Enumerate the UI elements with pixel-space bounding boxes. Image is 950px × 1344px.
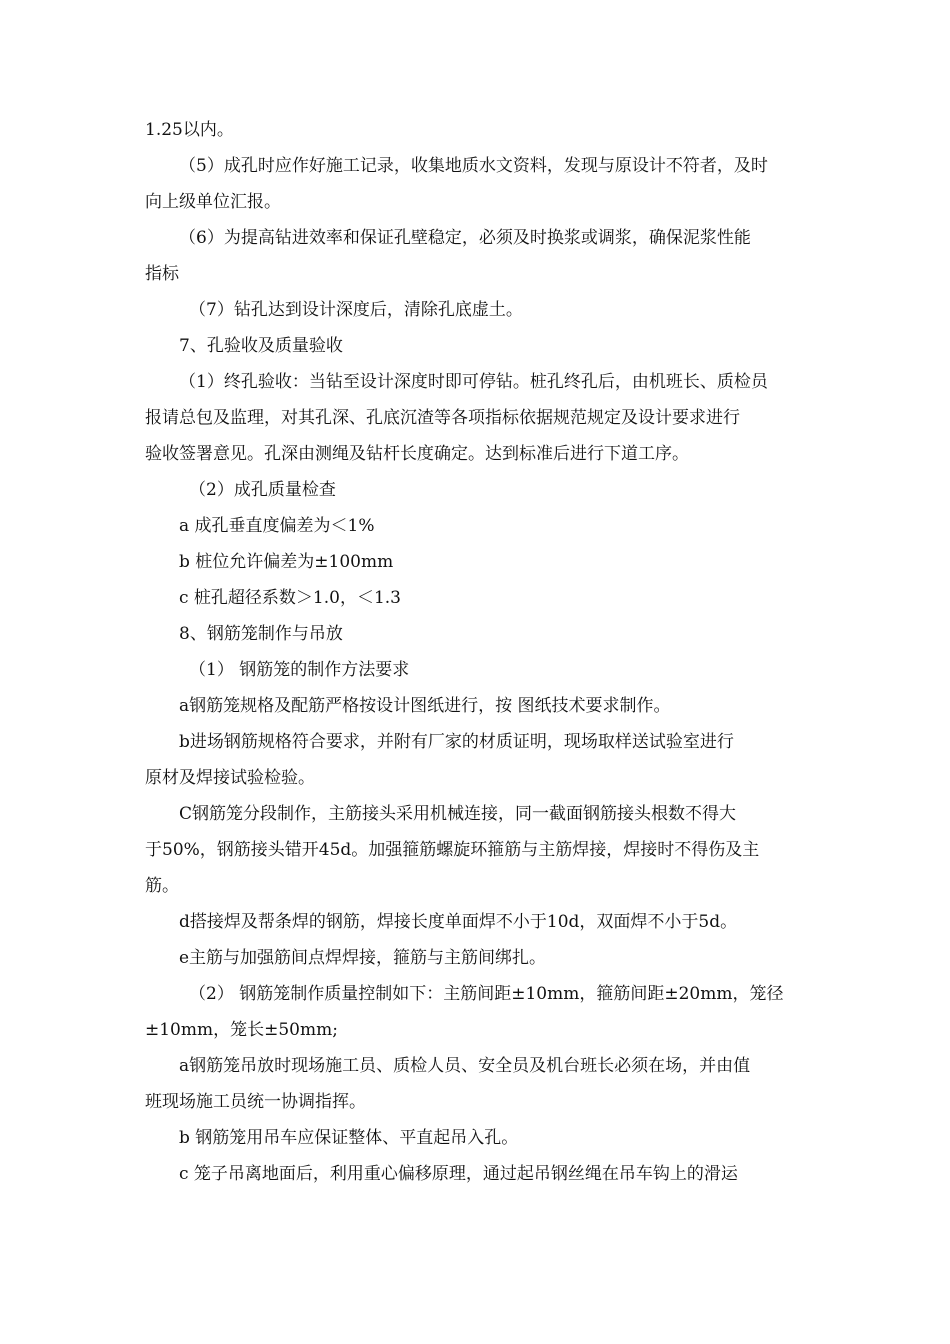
text-line: （2） 钢筋笼制作质量控制如下：主筋间距±10mm，箍筋间距±20mm，笼径 <box>189 984 784 1004</box>
text-line: （2）成孔质量检查 <box>189 480 336 500</box>
list-item: c 笼子吊离地面后，利用重心偏移原理，通过起吊钢丝绳在吊车钩上的滑运 <box>179 1164 738 1184</box>
list-item: e主筋与加强筋间点焊焊接，箍筋与主筋间绑扎。 <box>179 948 547 968</box>
text-line: 验收签署意见。孔深由测绳及钻杆长度确定。达到标准后进行下道工序。 <box>145 444 689 464</box>
text-line: （7）钻孔达到设计深度后，清除孔底虚土。 <box>189 300 523 320</box>
text-line: （6）为提高钻进效率和保证孔壁稳定，必须及时换浆或调浆，确保泥浆性能 <box>179 228 751 248</box>
text-line: ±10mm，笼长±50mm; <box>145 1020 338 1040</box>
list-item: b 钢筋笼用吊车应保证整体、平直起吊入孔。 <box>179 1128 519 1148</box>
text-line: （5）成孔时应作好施工记录，收集地质水文资料，发现与原设计不符者，及时 <box>179 156 768 176</box>
text-line: 指标 <box>145 264 179 284</box>
list-item: a钢筋笼规格及配筋严格按设计图纸进行，按 图纸技术要求制作。 <box>179 696 671 716</box>
document-body <box>145 112 810 1192</box>
text-line: （1）终孔验收：当钻至设计深度时即可停钻。桩孔终孔后，由机班长、质检员 <box>179 372 768 392</box>
text-line: 于50%，钢筋接头错开45d。加强箍筋螺旋环箍筋与主筋焊接，焊接时不得伤及主 <box>145 840 760 860</box>
text-line: 班现场施工员统一协调指挥。 <box>145 1092 366 1112</box>
text-line: 报请总包及监理，对其孔深、孔底沉渣等各项指标依据规范规定及设计要求进行 <box>145 408 740 428</box>
list-item: c 桩孔超径系数＞1.0，＜1.3 <box>179 588 401 608</box>
text-line: 原材及焊接试验检验。 <box>145 768 315 788</box>
text-line: 1.25以内。 <box>145 120 234 140</box>
text-line: （1） 钢筋笼的制作方法要求 <box>189 660 410 680</box>
list-item: a 成孔垂直度偏差为＜1% <box>179 516 375 536</box>
text-line: 筋。 <box>145 876 179 896</box>
section-heading: 8、钢筋笼制作与吊放 <box>179 624 343 644</box>
text-line: 向上级单位汇报。 <box>145 192 281 212</box>
list-item: d搭接焊及帮条焊的钢筋，焊接长度单面焊不小于10d，双面焊不小于5d。 <box>179 912 738 932</box>
list-item: b进场钢筋规格符合要求，并附有厂家的材质证明，现场取样送试验室进行 <box>179 732 734 752</box>
list-item: C钢筋笼分段制作，主筋接头采用机械连接，同一截面钢筋接头根数不得大 <box>179 804 737 824</box>
list-item: b 桩位允许偏差为±100mm <box>179 552 394 572</box>
section-heading: 7、孔验收及质量验收 <box>179 336 343 356</box>
list-item: a钢筋笼吊放时现场施工员、质检人员、安全员及机台班长必须在场，并由值 <box>179 1056 751 1076</box>
